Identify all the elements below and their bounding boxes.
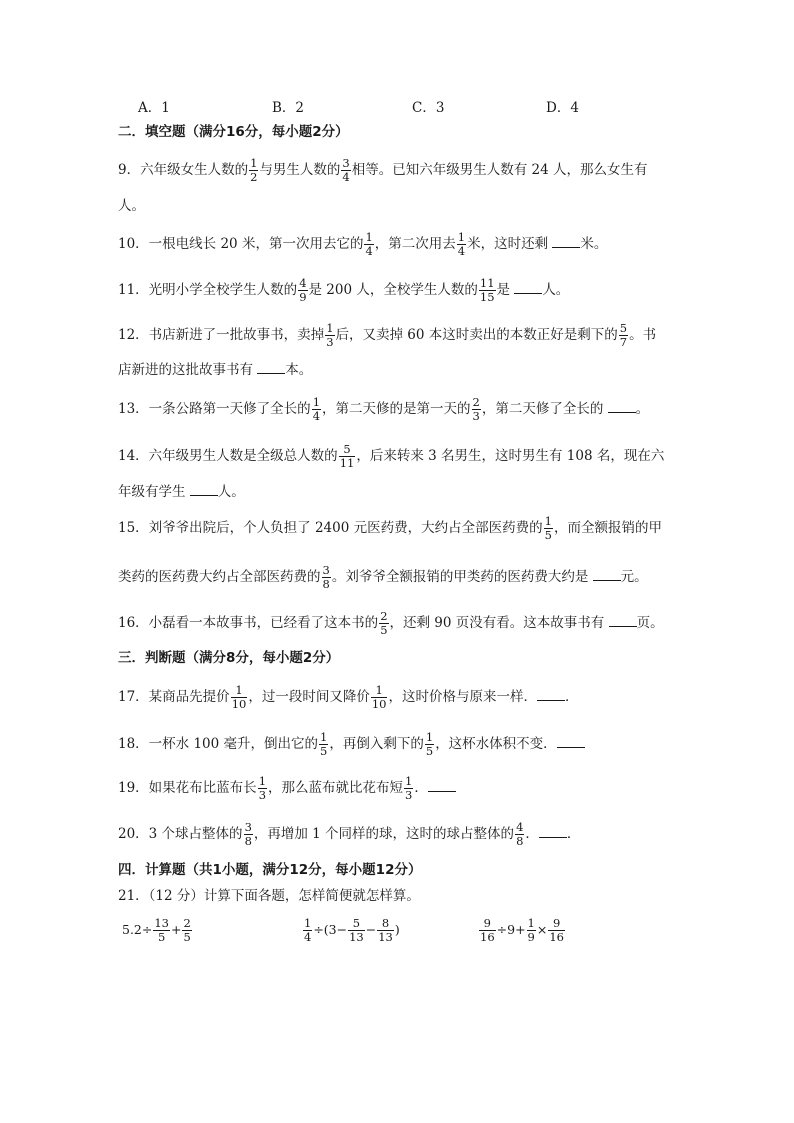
fraction: $\frac{1}{3}$ [326,321,334,349]
option-d: D．4 [546,100,579,116]
fraction: $\frac{3}{8}$ [244,820,252,848]
question-13: 13．一条公路第一天修了全长的 $\frac{1}{4}$ ，第二天修的是第一天的 $\frac{2}{3}$ ，第二天修了全长的 。 [118,395,650,423]
fraction: $\frac{9}{16}$ [480,916,495,944]
fraction: $\frac{4}{8}$ [516,820,524,848]
answer-blank[interactable] [552,235,580,248]
fraction: $\frac{1}{10}$ [371,683,387,711]
option-b: B．2 [272,100,305,116]
fraction: $\frac{5}{13}$ [349,916,364,944]
question-11: 11．光明小学全校学生人数的 $\frac{4}{9}$ 是 200 人，全校学生人数的 $\frac{11}{15}$ 是 人。 [118,276,570,304]
fraction: $\frac{1}{4}$ [457,230,466,258]
answer-blank[interactable] [537,688,565,701]
fraction: $\frac{1}{5}$ [544,514,552,542]
question-10: 10．一根电线长 20 米，第一次用去它的 $\frac{1}{4}$ ，第二次用去 $\frac{1}{4}$ 米，这时还剩 米。 [118,230,608,258]
question-9-cont: 人。 [118,198,145,214]
fraction: $\frac{5}{7}$ [619,321,628,349]
answer-blank[interactable] [608,400,636,413]
fraction: $\frac{1}{4}$ [304,916,312,944]
fraction: $\frac{1}{9}$ [527,916,535,944]
question-16: 16．小磊看一本故事书，已经看了这本书的 $\frac{2}{5}$ ，还剩 90 页没有看。这本故事书有 页。 [118,609,664,637]
section-heading-calculation: 四．计算题（共1小题，满分12分，每小题12分） [118,862,422,878]
fraction: $\frac{1}{4}$ [312,395,321,423]
fraction: $\frac{1}{2}$ [250,156,258,184]
option-c: C．3 [412,100,445,116]
fraction: $\frac{11}{15}$ [479,276,495,304]
question-14-cont: 年级有学生 人。 [118,484,245,500]
expression-3: $\frac{9}{16}$ ÷9+ $\frac{1}{9}$ × $\frac{9}{16}$ [480,916,564,944]
answer-blank[interactable] [428,779,456,792]
section-heading-judgement: 三．判断题（满分8分，每小题2分） [118,650,340,666]
question-12: 12．书店新进了一批故事书，卖掉 $\frac{1}{3}$ 后，又卖掉 60 本这时卖出的本数正好是剩下的 $\frac{5}{7}$ 。书 [118,321,657,349]
question-15: 15．刘爷爷出院后，个人负担了 2400 元医药费，大约占全部医药费的 $\frac{1}{5}$ ，而全额报销的甲 [118,514,662,542]
answer-blank[interactable] [593,568,621,581]
fraction: $\frac{1}{3}$ [405,774,413,802]
answer-blank[interactable] [257,361,285,374]
fraction: $\frac{8}{13}$ [378,916,393,944]
fraction: $\frac{5}{11}$ [339,442,355,470]
answer-blank[interactable] [609,614,637,627]
question-14: 14．六年级男生人数是全级总人数的 $\frac{5}{11}$ ，后来转来 3 名男生，这时男生有 108 名，现在六 [118,442,665,470]
fraction: $\frac{1}{4}$ [365,230,373,258]
fraction: $\frac{3}{8}$ [322,563,330,591]
fraction: $\frac{3}{4}$ [342,156,350,184]
option-a: A．1 [138,100,170,116]
question-19: 19．如果花布比蓝布长 $\frac{1}{3}$ ，那么蓝布就比花布短 $\frac{1}{3}$ ． [118,775,456,802]
expression-2: $\frac{1}{4}$ ÷(3− $\frac{5}{13}$ − $\frac{8}{13}$ ) [304,916,400,944]
fraction: $\frac{1}{3}$ [258,774,267,802]
answer-blank[interactable] [190,483,218,496]
fraction: $\frac{9}{16}$ [549,916,564,944]
fraction: $\frac{1}{5}$ [320,730,328,758]
expression-1: 5.2÷ $\frac{13}{5}$ + $\frac{2}{5}$ [122,916,191,944]
question-17: 17．某商品先提价 $\frac{1}{10}$ ，过一段时间又降价 $\frac{1}{10}$ ，这时价格与原来一样． ． [118,683,579,711]
fraction: $\frac{13}{5}$ [154,916,169,944]
question-9: 9．六年级女生人数的 $\frac{1}{2}$ 与男生人数的 $\frac{3}{4}$ 相等。已知六年级男生人数有 24 人，那么女生有 [118,156,648,184]
fraction: $\frac{2}{3}$ [472,395,480,423]
fraction: $\frac{2}{5}$ [380,609,388,637]
question-18: 18．一杯水 100 毫升，倒出它的 $\frac{1}{5}$ ，再倒入剩下的 $\frac{1}{5}$ ，这杯水体积不变． [118,731,585,758]
answer-blank[interactable] [514,281,542,294]
answer-blank[interactable] [539,825,567,838]
fraction: $\frac{1}{10}$ [231,683,247,711]
question-12-cont: 店新进的这批故事书有 本。 [118,362,313,378]
section-heading-fill-blank: 二．填空题（满分16分，每小题2分） [118,124,349,140]
answer-blank[interactable] [557,735,585,748]
fraction: $\frac{1}{5}$ [425,730,434,758]
question-21: 21．（12 分）计算下面各题，怎样简便就怎样算。 [118,888,420,904]
question-20: 20．3 个球占整体的 $\frac{3}{8}$ ，再增加 1 个同样的球，这时的球占整体的 $\frac{4}{8}$ ． ． [118,820,581,848]
question-15-cont: 类药的医药费大约占全部医药费的 $\frac{3}{8}$ 。刘爷爷全额报销的甲类药的医药费大约是 元。 [118,563,648,591]
fraction: $\frac{2}{5}$ [183,916,191,944]
fraction: $\frac{4}{9}$ [299,276,307,304]
